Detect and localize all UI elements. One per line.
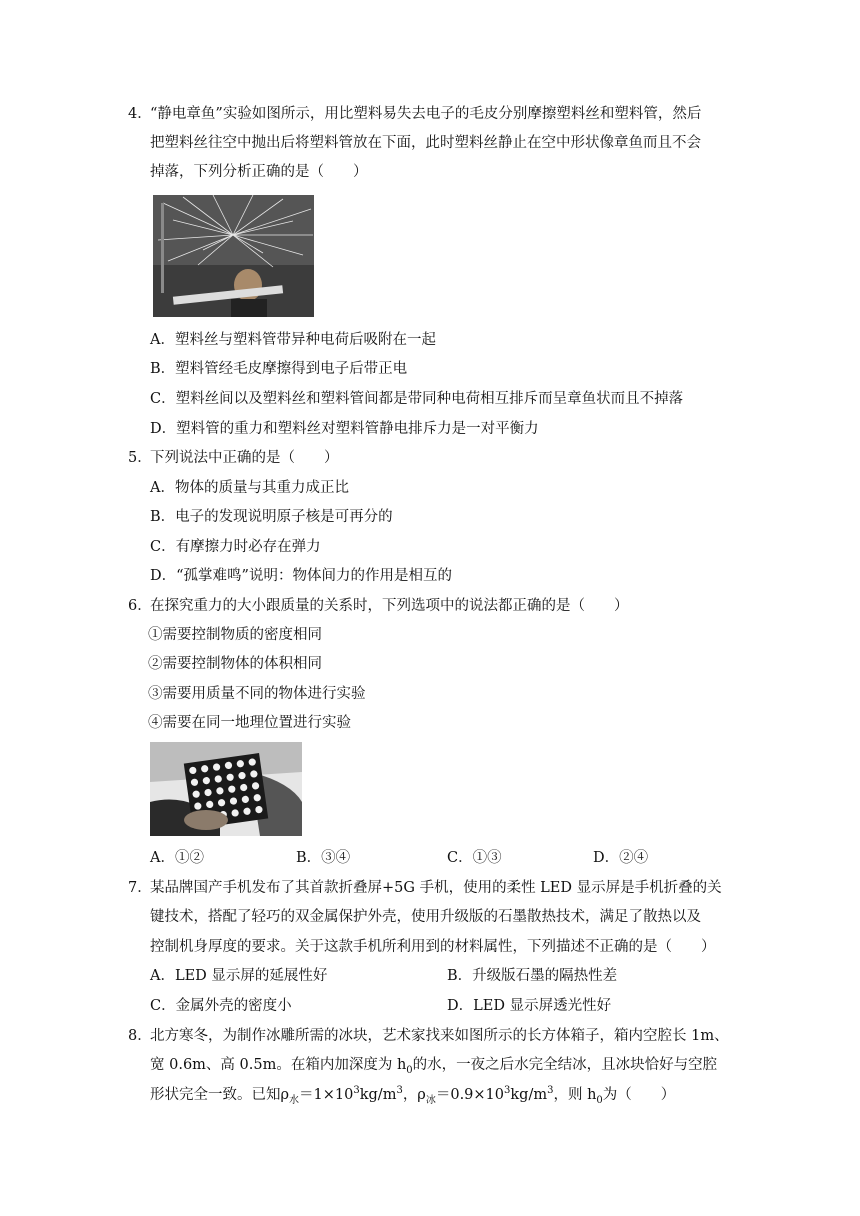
option-a: A．物体的质量与其重力成正比 bbox=[150, 480, 349, 496]
question-stem-line: 控制机身厚度的要求。关于这款手机所利用到的材料属性，下列描述不正确的是（ ） bbox=[150, 939, 716, 955]
question-stem-line: 某品牌国产手机发布了其首款折叠屏+5G 手机，使用的柔性 LED 显示屏是手机折叠的关 bbox=[150, 880, 722, 896]
stem-text: ＝0.9×10 bbox=[435, 1087, 505, 1103]
static-octopus-image bbox=[153, 195, 314, 317]
superscript-3: 3 bbox=[547, 1085, 554, 1097]
question-stem-line: “静电章鱼”实验如图所示，用比塑料易失去电子的毛皮分别摩擦塑料丝和塑料管，然后 bbox=[150, 106, 702, 122]
question-stem-line: 掉落，下列分析正确的是（ ） bbox=[150, 164, 368, 180]
static-octopus-photo bbox=[153, 195, 314, 317]
question-stem-line bbox=[150, 1055, 717, 1075]
stem-text: 的水，一夜之后水完全结冰，且冰块恰好与空腔 bbox=[412, 1057, 718, 1073]
question-stem-line: 键技术，搭配了轻巧的双金属保护外壳，使用升级版的石墨散热技术，满足了散热以及 bbox=[150, 909, 701, 925]
option-d: D．LED 显示屏透光性好 bbox=[447, 998, 612, 1014]
question-number: 7． bbox=[128, 880, 152, 896]
stem-text: 为（ ） bbox=[602, 1087, 676, 1103]
subscript-water: 水 bbox=[289, 1094, 300, 1106]
option-b: B．电子的发现说明原子核是可再分的 bbox=[150, 509, 393, 525]
option-d: D．塑料管的重力和塑料丝对塑料管静电排斥力是一对平衡力 bbox=[150, 421, 539, 437]
statement-2: ②需要控制物体的体积相同 bbox=[148, 656, 322, 672]
stem-text: kg/m bbox=[510, 1087, 548, 1103]
subscript-ice: 冰 bbox=[425, 1094, 436, 1106]
stem-text: 宽 0.6m、高 0.5m。在箱内加深度为 h bbox=[150, 1057, 407, 1073]
subscript-0: 0 bbox=[596, 1094, 603, 1106]
stem-text: ＝1×10 bbox=[299, 1087, 354, 1103]
question-stem: 下列说法中正确的是（ ） bbox=[150, 450, 339, 466]
option-d: D．“孤掌难鸣”说明：物体间力的作用是相互的 bbox=[150, 568, 452, 584]
option-b: B．塑料管经毛皮摩擦得到电子后带正电 bbox=[150, 361, 408, 377]
stem-text: kg/m bbox=[359, 1087, 397, 1103]
question-number: 6． bbox=[128, 598, 152, 614]
option-a: A．塑料丝与塑料管带异种电荷后吸附在一起 bbox=[150, 332, 436, 348]
statement-4: ④需要在同一地理位置进行实验 bbox=[148, 715, 351, 731]
stem-text: 形状完全一致。已知ρ bbox=[150, 1087, 290, 1103]
option-b: B．升级版石墨的隔热性差 bbox=[447, 968, 618, 984]
option-b: B．③④ bbox=[296, 850, 351, 866]
mass-weights-image bbox=[150, 742, 302, 836]
question-stem-line bbox=[150, 1085, 675, 1105]
stem-text: ，则 h bbox=[553, 1087, 597, 1103]
question-number: 4． bbox=[128, 106, 152, 122]
subscript-0: 0 bbox=[406, 1064, 413, 1076]
superscript-3: 3 bbox=[396, 1085, 403, 1097]
statement-3: ③需要用质量不同的物体进行实验 bbox=[148, 686, 366, 702]
superscript-3: 3 bbox=[353, 1085, 360, 1097]
question-stem-line: 把塑料丝往空中抛出后将塑料管放在下面，此时塑料丝静止在空中形状像章鱼而且不会 bbox=[150, 135, 701, 151]
option-d: D．②④ bbox=[593, 850, 649, 866]
stem-text: ，ρ bbox=[402, 1087, 426, 1103]
option-a: A．LED 显示屏的延展性好 bbox=[150, 968, 328, 984]
statement-1: ①需要控制物质的密度相同 bbox=[148, 627, 322, 643]
option-c: C．金属外壳的密度小 bbox=[150, 998, 292, 1014]
option-c: C．有摩擦力时必存在弹力 bbox=[150, 539, 321, 555]
question-stem-line: 北方寒冬，为制作冰雕所需的冰块，艺术家找来如图所示的长方体箱子，箱内空腔长 1m、 bbox=[150, 1028, 729, 1044]
question-number: 8． bbox=[128, 1028, 152, 1044]
question-number: 5． bbox=[128, 450, 152, 466]
superscript-3: 3 bbox=[504, 1085, 511, 1097]
question-stem: 在探究重力的大小跟质量的关系时，下列选项中的说法都正确的是（ ） bbox=[150, 598, 629, 614]
option-c: C．塑料丝间以及塑料丝和塑料管间都是带同种电荷相互排斥而呈章鱼状而且不掉落 bbox=[150, 391, 684, 407]
option-a: A．①② bbox=[150, 850, 204, 866]
mass-weights-photo bbox=[150, 742, 302, 836]
option-c: C．①③ bbox=[447, 850, 502, 866]
